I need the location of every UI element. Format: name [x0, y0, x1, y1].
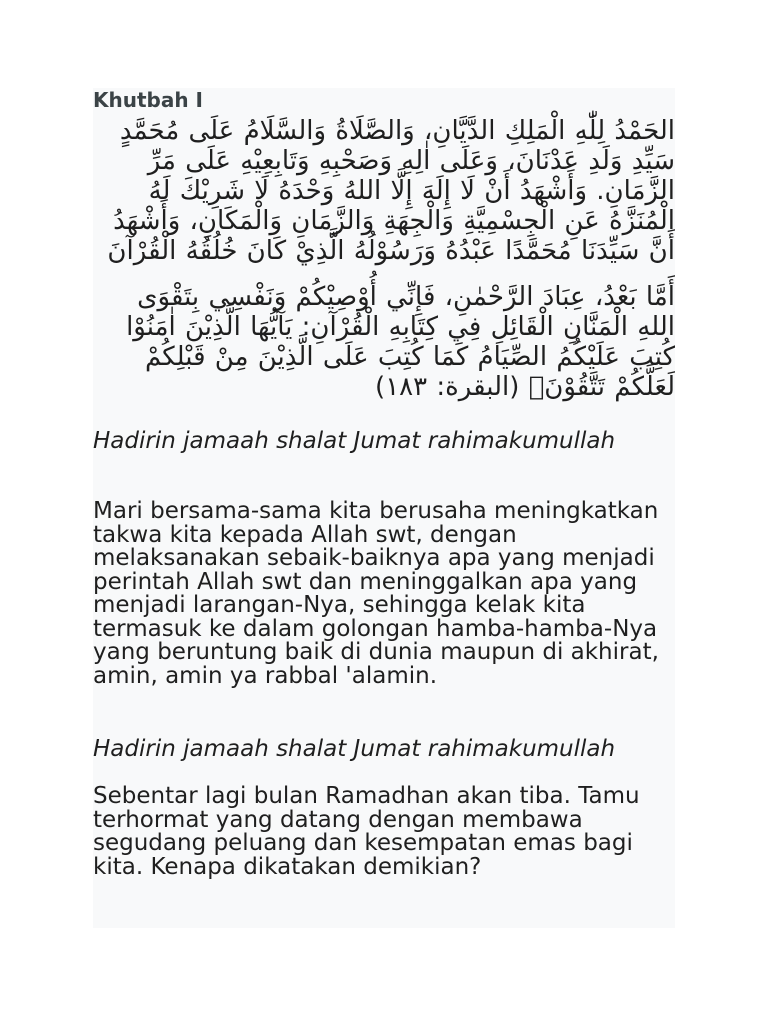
page-title: Khutbah I [93, 88, 203, 112]
arabic-amma-badu-paragraph: أَمَّا بَعْدُ، عِبَادَ الرَّحْمٰنِ، فَإِنِّي أُوْصِيْكُمْ وَنَفْسِي بِتَقْوَى اللهِ الْمَنَّانِ الْقَائِلِ فِي كِتَابِهِ الْقُرْآنِ: يَآيُّهَا الَّذِيْنَ اٰمَنُوْا كُتِبَ عَلَيْكُمُ الصِّيَامُ كَمَا كُتِبَ عَلَى الَّذِيْنَ مِنْ قَبْلِكُمْ لَعَلَّكُمْ تَتَّقُوْنَۙ (البقرة: ١٨٣) [126, 282, 675, 402]
body-paragraph: Sebentar lagi bulan Ramadhan akan tiba. Tamu terhormat yang datang dengan membawa segudang peluang dan kesempatan emas bagi kita. Kenapa dikatakan demikian? [93, 783, 640, 880]
body-paragraph: Mari bersama-sama kita berusaha meningkatkan takwa kita kepada Allah swt, dengan melaksanakan sebaik-baiknya apa yang menjadi perintah Allah swt dan meninggalkan apa yang menjadi larangan-Nya, sehingga kelak kita termasuk ke dalam golongan hamba-hamba-Nya yang beruntung baik di dunia maupun di akhirat, amin, amin ya rabbal 'alamin. [93, 498, 659, 689]
section-heading: Hadirin jamaah shalat Jumat rahimakumullah [93, 736, 616, 762]
arabic-opening-paragraph: الحَمْدُ لِلّٰهِ الْمَلِكِ الدَّيَّانِ، وَالصَّلَاةُ وَالسَّلَامُ عَلَى مُحَمَّدٍ سَيِّدِ وَلَدِ عَدْنَانَ، وَعَلَى اٰلِهِ وَصَحْبِهِ وَتَابِعِيْهِ عَلَى مَرِّ الزَّمَانِ. وَأَشْهَدُ أَنْ لَا إِلَهَ إِلَّا اللهُ وَحْدَهُ لَا شَرِيْكَ لَهُ الْمُنَزَّهُ عَنِ الْجِسْمِيَّةِ وَالْجِهَةِ وَالزَّمَانِ وَالْمَكَانِ، وَأَشْهَدُ أَنَّ سَيِّدَنَا مُحَمَّدًا عَبْدُهُ وَرَسُوْلُهُ الَّذِيْ كَانَ خُلُقُهُ الْقُرْآنَ [107, 116, 675, 266]
document-page [93, 88, 675, 928]
section-heading: Hadirin jamaah shalat Jumat rahimakumullah [93, 428, 616, 454]
